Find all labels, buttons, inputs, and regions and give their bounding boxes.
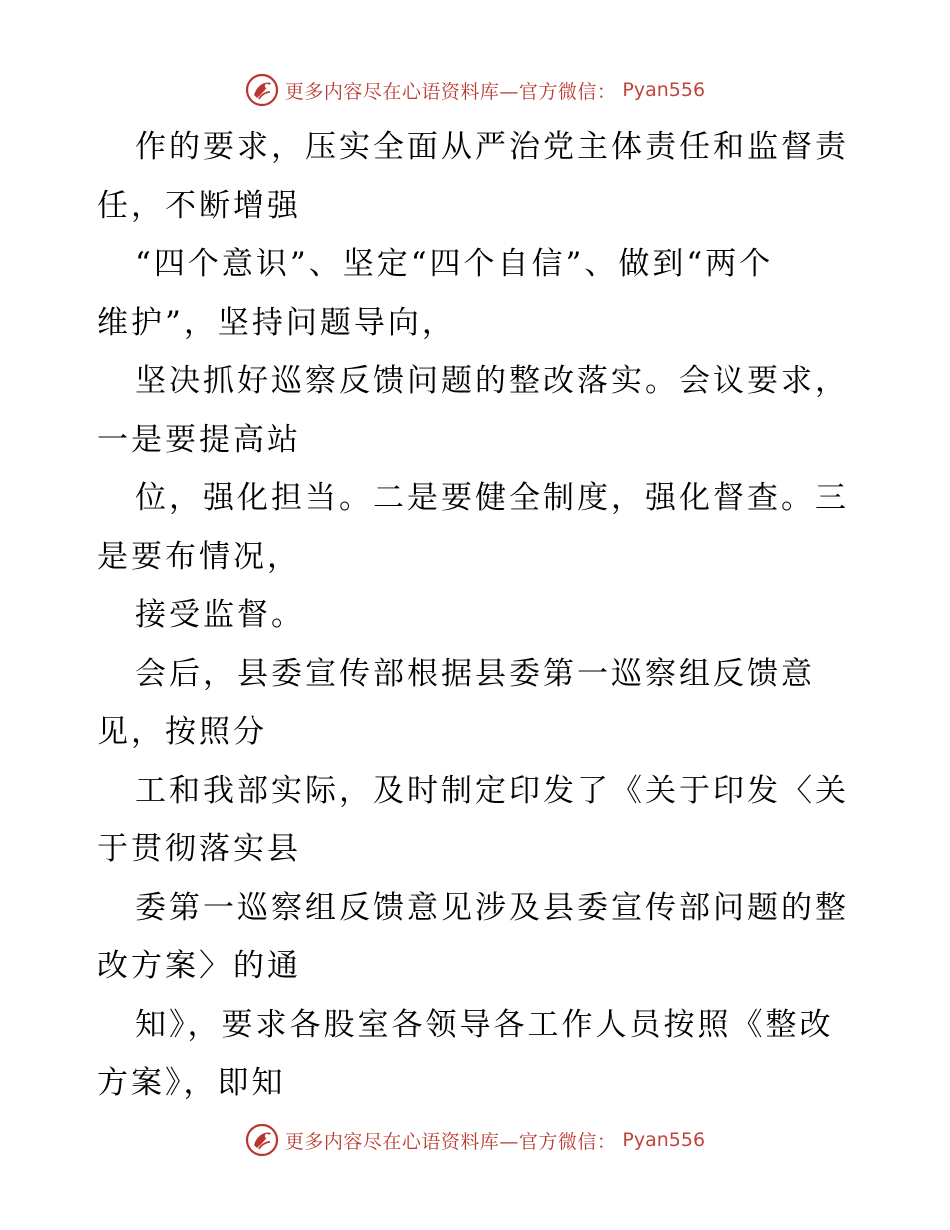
text-line: 坚决抓好巡察反馈问题的整改落实。会议要求， [135,363,849,399]
header-watermark [0,70,950,110]
text-line: 作的要求，压实全面从严治党主体责任和监督责 [135,129,849,165]
text-line: 接受监督。 [135,597,305,633]
flower-seal-logo-icon [245,1123,279,1157]
text-line: 位，强化担当。二是要健全制度，强化督查。三 [135,480,849,516]
text-line: “四个意识”、坚定“四个自信”、做到“两个 [135,246,774,282]
watermark-text: 更多内容尽在心语资料库—官方微信： [284,80,617,103]
text-line: 于贯彻落实县 [97,831,301,867]
text-line: 改方案〉的通 [97,948,301,984]
watermark-account: Pyan556 [622,79,706,101]
text-line: 是要布情况， [97,538,301,575]
text-line: 委第一巡察组反馈意见涉及县委宣传部问题的整 [135,889,849,926]
text-line: 任，不断增强 [97,187,301,224]
text-line: 工和我部实际，及时制定印发了《关于印发〈关 [135,772,849,809]
text-line: 知》，要求各股室各领导各工作人员按照《整改 [135,1006,834,1043]
watermark-text: 更多内容尽在心语资料库—官方微信： [284,1130,617,1153]
document-body [97,118,857,1113]
text-line: 方案》，即知 [97,1065,286,1101]
watermark-account: Pyan556 [622,1129,706,1151]
text-line: 会后，县委宣传部根据县委第一巡察组反馈意 [135,655,815,692]
text-line: 一是要提高站 [97,421,301,458]
flower-seal-logo-icon [245,73,279,107]
text-line: 维护”，坚持问题导向， [97,304,456,341]
text-line: 见，按照分 [97,714,267,750]
footer-watermark [0,1120,950,1160]
